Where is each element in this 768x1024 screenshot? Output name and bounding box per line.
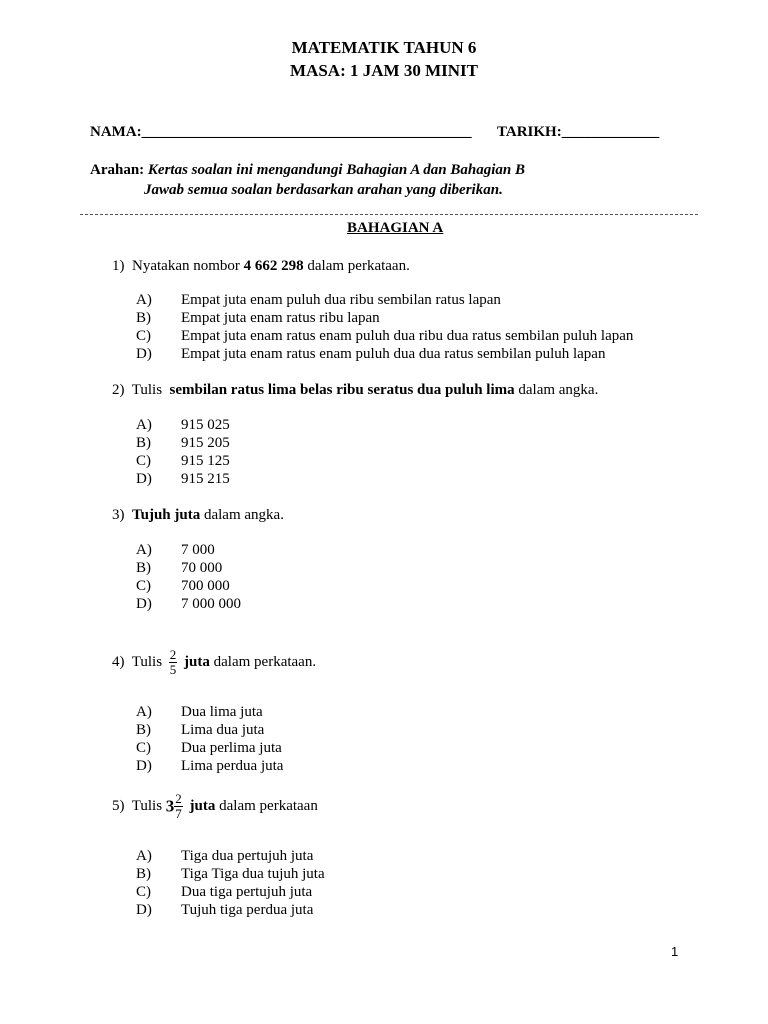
instructions-line2: Jawab semua soalan berdasarkan arahan yang diberikan. (144, 182, 503, 198)
instructions (90, 162, 525, 179)
option-text[interactable]: Tujuh tiga perdua juta (181, 902, 314, 918)
option-letter[interactable]: D) (136, 596, 152, 612)
option-letter[interactable]: B) (136, 310, 151, 326)
option-letter[interactable]: C) (136, 884, 151, 900)
fraction-denominator: 5 (169, 662, 177, 677)
question-highlight: juta (189, 797, 216, 814)
option-letter[interactable]: C) (136, 740, 151, 756)
fraction-numerator: 2 (175, 791, 182, 806)
question-4 (112, 648, 316, 677)
option-letter[interactable]: B) (136, 435, 151, 451)
instructions-line1: Kertas soalan ini mengandungi Bahagian A dan Bahagian B (147, 162, 525, 178)
date-field[interactable]: TARIKH:_____________ (497, 124, 660, 140)
option-letter[interactable]: A) (136, 417, 152, 433)
option-letter[interactable]: C) (136, 578, 151, 594)
option-text[interactable]: Lima dua juta (181, 722, 265, 738)
question-number: 5) (112, 797, 125, 814)
question-3 (112, 507, 284, 524)
question-text: Tulis (131, 382, 163, 398)
question-number: 4) (112, 653, 125, 670)
fraction-denominator: 7 (175, 806, 182, 821)
mixed-number-whole: 3 (165, 796, 175, 816)
section-title: BAHAGIAN A (347, 220, 444, 236)
question-text: Tulis (131, 653, 163, 670)
question-highlight: sembilan ratus lima belas ribu seratus dua puluh lima (169, 382, 515, 398)
page-number: 1 (671, 944, 679, 959)
option-letter[interactable]: A) (136, 848, 152, 864)
option-text[interactable]: Dua lima juta (181, 704, 263, 720)
option-letter[interactable]: B) (136, 722, 151, 738)
option-text[interactable]: 700 000 (181, 578, 230, 594)
option-text[interactable]: 70 000 (181, 560, 223, 576)
exam-duration: MASA: 1 JAM 30 MINIT (290, 61, 478, 80)
option-letter[interactable]: D) (136, 902, 152, 918)
question-text: dalam perkataan. (213, 653, 317, 670)
fraction-numerator: 2 (169, 647, 177, 662)
question-number: 1) (112, 258, 125, 274)
option-letter[interactable]: C) (136, 453, 151, 469)
question-text: Tulis (131, 797, 163, 814)
option-text[interactable]: Dua perlima juta (181, 740, 282, 756)
question-text: dalam angka. (518, 382, 599, 398)
option-letter[interactable]: D) (136, 471, 152, 487)
option-text[interactable]: 915 205 (181, 435, 230, 451)
option-text[interactable]: Tiga dua pertujuh juta (181, 848, 314, 864)
question-number: 3) (112, 507, 125, 523)
option-text[interactable]: 915 125 (181, 453, 230, 469)
option-letter[interactable]: A) (136, 292, 152, 308)
option-text[interactable]: Empat juta enam ratus ribu lapan (181, 310, 380, 326)
option-letter[interactable]: C) (136, 328, 151, 344)
option-letter[interactable]: A) (136, 542, 152, 558)
option-letter[interactable]: D) (136, 346, 152, 362)
option-text[interactable]: 7 000 000 (181, 596, 241, 612)
question-highlight: Tujuh juta (132, 507, 201, 523)
question-1 (112, 258, 410, 275)
option-text[interactable]: Empat juta enam ratus enam puluh dua dua ratus sembilan puluh lapan (181, 346, 606, 362)
option-text[interactable]: Empat juta enam puluh dua ribu sembilan ratus lapan (181, 292, 501, 308)
option-text[interactable]: Empat juta enam ratus enam puluh dua ribu dua ratus sembilan puluh lapan (181, 328, 634, 344)
option-text[interactable]: Lima perdua juta (181, 758, 284, 774)
question-text: dalam perkataan. (307, 258, 410, 274)
question-text: Nyatakan nombor (132, 258, 240, 274)
option-text[interactable]: 915 215 (181, 471, 230, 487)
question-highlight: juta (184, 653, 210, 670)
instructions-label: Arahan: (90, 162, 145, 178)
option-letter[interactable]: B) (136, 560, 151, 576)
divider (80, 214, 698, 215)
question-5 (112, 792, 318, 821)
option-text[interactable]: 7 000 (181, 542, 215, 558)
question-text: dalam angka. (203, 507, 284, 523)
fraction (169, 648, 178, 677)
question-2 (112, 382, 598, 399)
option-text[interactable]: Dua tiga pertujuh juta (181, 884, 313, 900)
question-text: dalam perkataan (219, 797, 318, 814)
option-letter[interactable]: D) (136, 758, 152, 774)
page-title: MATEMATIK TAHUN 6 (291, 38, 477, 57)
option-letter[interactable]: B) (136, 866, 151, 882)
option-letter[interactable]: A) (136, 704, 152, 720)
option-text[interactable]: 915 025 (181, 417, 230, 433)
name-field[interactable]: NAMA:____________________________________________ (90, 124, 472, 140)
fraction (174, 792, 183, 821)
question-highlight: 4 662 298 (243, 258, 304, 274)
question-number: 2) (112, 382, 125, 398)
option-text[interactable]: Tiga Tiga dua tujuh juta (181, 866, 325, 882)
